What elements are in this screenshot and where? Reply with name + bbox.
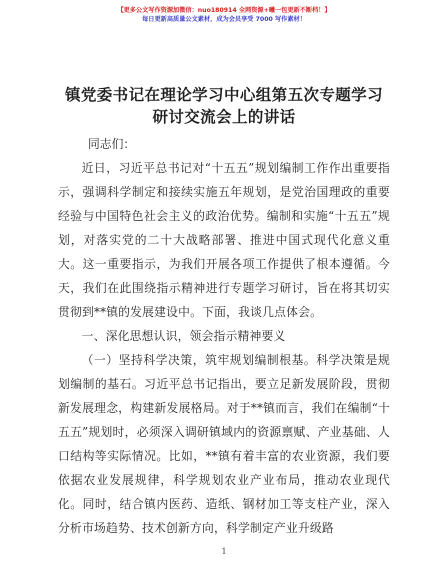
promo-banner-line-1: 【更多公文写作资源加微信：nuo180914 全网资源+曦一包更新不断档！】: [117, 7, 331, 14]
promo-banner-line-2: 每日更新高质量公文素材，成为会员享受 7000 写作素材！: [142, 16, 306, 23]
salutation: 同志们：: [88, 137, 136, 151]
body-paragraph-1-1: （一）坚持科学决策，筑牢规划编制根基。科学决策是规划编制的基石。习近平总书记指出，要立足新发展阶段，贯彻新发展理念，构建新发展格局。对于**镇而言，我们在编制“十五五”规划时，必须深入调研镇域内的资源禀赋、产业基础、人口结构等实际情况。比如，**镇有着丰富的农业资源，我们要依据农业发展规律，科学规划农业产业布局，推动农业现代化。同时，结合镇内医药、造纸、钢材加工等支柱产业，深入分析市场趋势、技术创新方向，科学制定产业升级路: [58, 353, 390, 535]
document-title-line-2: 研讨交流会上的讲话: [152, 108, 296, 126]
document-title: [0, 84, 448, 128]
body-paragraph-intro: 近日，习近平总书记对“十五五”规划编制工作作出重要指示，强调科学制定和接续实施五年规划，是党治国理政的重要经验与中国特色社会主义的政治优势。编制和实施“十五五”规划，对落实党的二十大战略部署、推进中国式现代化意义重大。这一重要指示，为我们开展各项工作提供了根本遵循。今天，我们在此围绕指示精神进行专题学习研讨，旨在将其切实贯彻到**镇的发展建设中。下面，我谈几点体会。: [58, 161, 390, 319]
document-body: [58, 156, 390, 540]
promo-banner: [0, 6, 448, 24]
page-number: 1: [221, 547, 227, 556]
document-title-line-1: 镇党委书记在理论学习中心组第五次专题学习: [64, 86, 383, 104]
section-heading-1: 一、深化思想认识，领会指示精神要义: [81, 329, 286, 343]
